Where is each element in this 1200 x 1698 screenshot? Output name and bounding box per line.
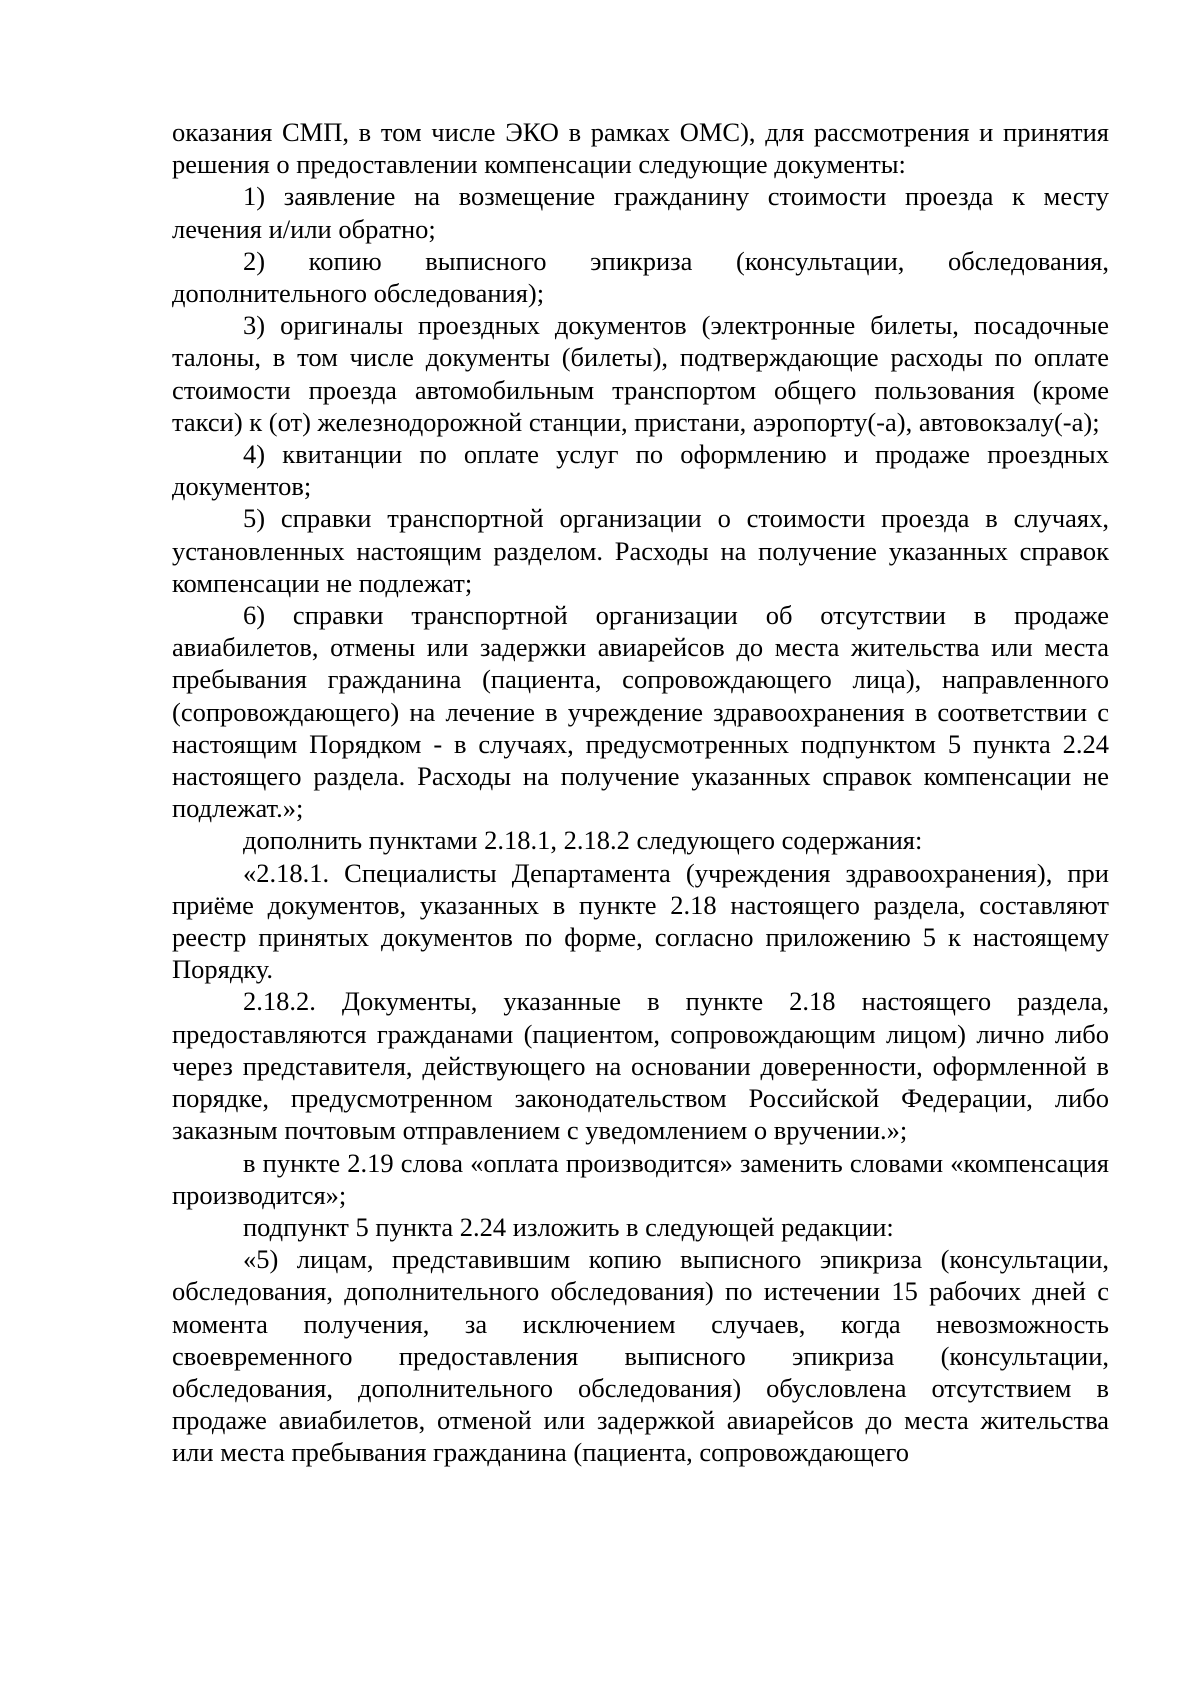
paragraph-2-24-intro: подпункт 5 пункта 2.24 изложить в следующей редакции: xyxy=(243,1211,894,1242)
paragraph-2-24-subitem-5: «5) лицам, представившим копию выписного эпикриза (консультации, обследования, дополнительного обследования) по истечении 15 рабочих дней с момента получения, за исключением случаев, когда невозможность своевременного предоставления выписного эпикриза (консультации, обследования, дополнительного обследования) обусловлена отсутствием в продаже авиабилетов, отменой или задержкой авиарейсов до места жительства или места пребывания гражданина (пациента, сопровождающего xyxy=(172,1244,1109,1468)
paragraph-continuation: оказания СМП, в том числе ЭКО в рамках ОМС), для рассмотрения и принятия решения о предоставлении компенсации следующие документы: xyxy=(172,117,1109,180)
paragraph-item-1: 1) заявление на возмещение гражданину стоимости проезда к месту лечения и/или обратно; xyxy=(172,181,1109,244)
paragraph-item-2: 2) копию выписного эпикриза (консультации, обследования, дополнительного обследования); xyxy=(172,245,1109,309)
paragraph-item-5: 5) справки транспортной организации о стоимости проезда в случаях, установленных настоящим разделом. Расходы на получение указанных справок компенсации не подлежат; xyxy=(172,503,1109,598)
paragraph-amendment-intro: дополнить пунктами 2.18.1, 2.18.2 следующего содержания: xyxy=(243,825,923,856)
paragraph-2-18-2: 2.18.2. Документы, указанные в пункте 2.18 настоящего раздела, предоставляются гражданами (пациентом, сопровождающим лицом) лично либо через представителя, действующего на основании доверенности, оформленной в порядке, предусмотренном законодательством Российской Федерации, либо заказным почтовым отправлением с уведомлением о вручении.»; xyxy=(172,986,1109,1146)
paragraph-item-4: 4) квитанции по оплате услуг по оформлению и продаже проездных документов; xyxy=(172,439,1109,502)
paragraph-item-3: 3) оригиналы проездных документов (электронные билеты, посадочные талоны, в том числе документы (билеты), подтверждающие расходы по оплате стоимости проезда автомобильным транспортом общего пользования (кроме такси) к (от) железнодорожной станции, пристани, аэропорту(-а), автовокзалу(-а); xyxy=(172,310,1109,437)
document-body xyxy=(172,116,1109,1469)
paragraph-2-18-1: «2.18.1. Специалисты Департамента (учреждения здравоохранения), при приёме документов, указанных в пункте 2.18 настоящего раздела, составляют реестр принятых документов по форме, согласно приложению 5 к настоящему Порядку. xyxy=(172,857,1109,985)
paragraph-item-6: 6) справки транспортной организации об отсутствии в продаже авиабилетов, отмены или задержки авиарейсов до места жительства или места пребывания гражданина (пациента, сопровождающего лица), направленного (сопровождающего) на лечение в учреждение здравоохранения в соответствии с настоящим Порядком - в случаях, предусмотренных подпунктом 5 пункта 2.24 настоящего раздела. Расходы на получение указанных справок компенсации не подлежат.»; xyxy=(172,600,1109,824)
paragraph-2-19-amendment: в пункте 2.19 слова «оплата производится» заменить словами «компенсация производится»; xyxy=(172,1147,1109,1210)
